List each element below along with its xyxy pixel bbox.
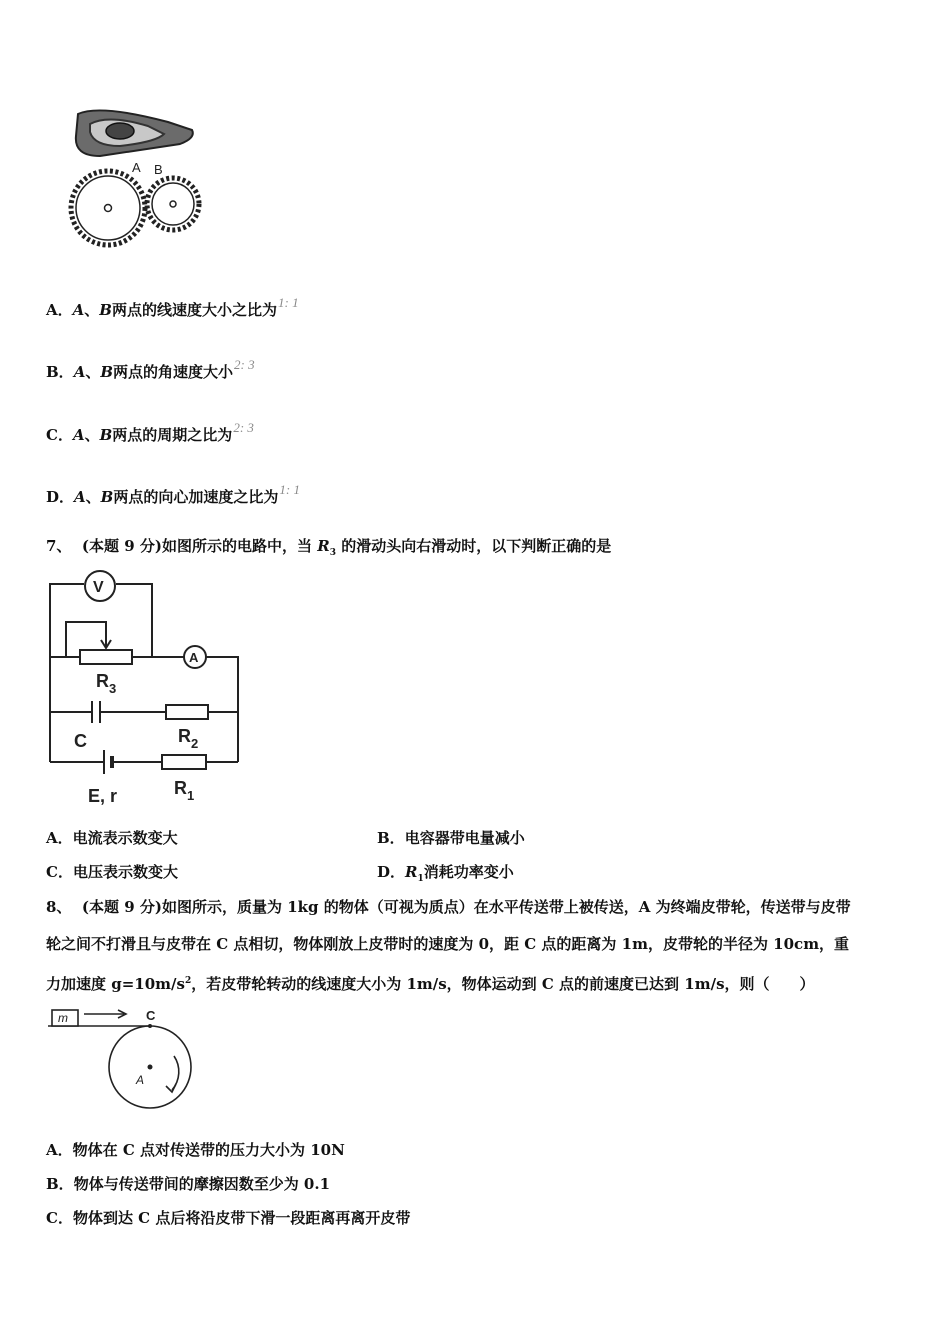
q7-stem: 7、 (本题 9 分)如图所示的电路中，当 $R_3$ 的滑动头向右滑动时，以下判断正确的是 <box>46 537 612 558</box>
q8-stem-line3: 力加速度 $g=10m/s^2$，若皮带轮转动的线速度大小为 1m/s，物体运动到 C 点的前速度已达到 1m/s，则（ ） <box>46 975 815 993</box>
voltmeter-label: V <box>93 579 104 596</box>
ratio-image: 1: 1 <box>278 295 299 310</box>
q7-option-d[interactable]: D．$R_1$消耗功率变小 <box>377 863 514 884</box>
conveyor-figure <box>44 1004 204 1119</box>
ammeter-label: A <box>189 650 199 665</box>
q7-option-a[interactable]: A．电流表示数变大 <box>46 829 178 847</box>
r1-label: R <box>174 778 187 798</box>
svg-text:R3: $R_3$ <box>96 671 117 696</box>
gear-small <box>147 178 199 230</box>
point-c-label: C <box>146 1008 156 1023</box>
q6-option-c[interactable]: C．A、B两点的周期之比为2: 3 <box>46 420 254 444</box>
svg-text:R2: $R_2$ <box>178 726 199 751</box>
mass-label: m <box>58 1011 68 1025</box>
q7-option-c[interactable]: C．电压表示数变大 <box>46 863 178 881</box>
r3-label: R <box>96 671 109 691</box>
q6-option-b[interactable]: B．A、B两点的角速度大小2: 3 <box>46 357 255 381</box>
q8-option-a[interactable]: A．物体在 C 点对传送带的压力大小为 10N <box>46 1141 345 1159</box>
ratio-image: 2: 3 <box>233 420 254 435</box>
q6-option-a[interactable]: A．A、B两点的线速度大小之比为1: 1 <box>46 295 299 319</box>
circuit-figure <box>44 570 249 810</box>
source-label: E, r <box>88 786 118 806</box>
q6-option-d[interactable]: D．A、B两点的向心加速度之比为1: 1 <box>46 482 300 506</box>
label-b: B <box>154 162 163 177</box>
capacitor-label: C <box>74 731 87 751</box>
point-a-label: A <box>136 1073 145 1087</box>
label-a: A <box>132 160 141 175</box>
q7-option-b[interactable]: B．电容器带电量减小 <box>377 829 525 847</box>
svg-text:R1: $R_1$ <box>174 778 195 803</box>
gear-figure <box>60 100 210 250</box>
q8-stem-line1: 8、 (本题 9 分)如图所示，质量为 1kg 的物体（可视为质点）在水平传送带上被传送，A 为终端皮带轮，传送带与皮带 <box>46 898 851 916</box>
q8-option-b[interactable]: B．物体与传送带间的摩擦因数至少为 0.1 <box>46 1175 331 1193</box>
ratio-image: 1: 1 <box>279 482 300 497</box>
gear-large <box>71 171 145 245</box>
ratio-image: 2: 3 <box>234 357 255 372</box>
q8-option-c[interactable]: C．物体到达 C 点后将沿皮带下滑一段距离再离开皮带 <box>46 1209 411 1227</box>
q8-stem-line2: 轮之间不打滑且与皮带在 C 点相切，物体刚放上皮带时的速度为 0，距 C 点的距离为 1m，皮带轮的半径为 10cm，重 <box>46 935 850 953</box>
r2-label: R <box>178 726 191 746</box>
